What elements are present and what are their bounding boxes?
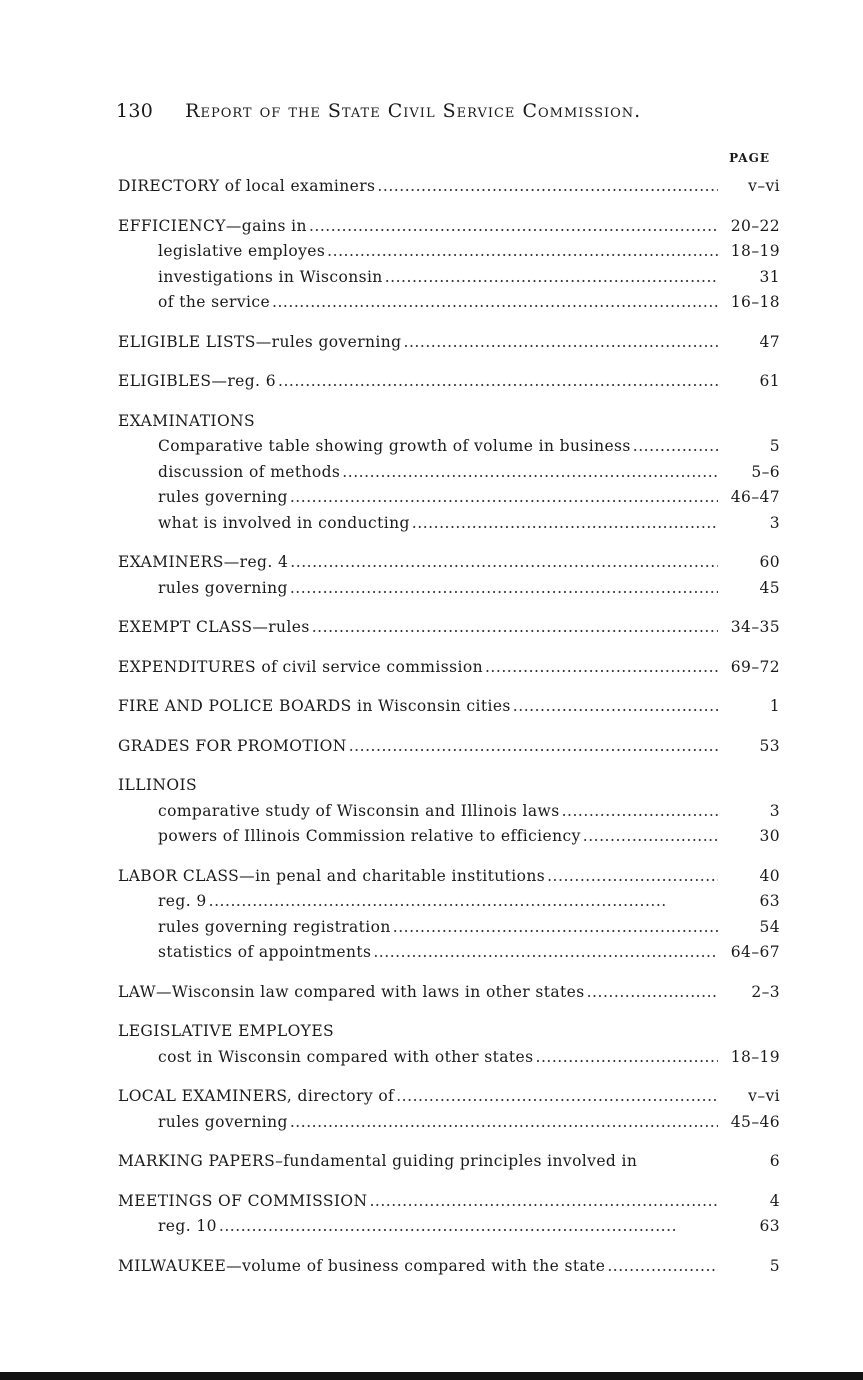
dot-leader bbox=[209, 889, 718, 915]
entry-text: LABOR CLASS—in penal and charitable institutions bbox=[118, 866, 546, 885]
entry-text: rules governing bbox=[158, 488, 288, 506]
dot-leader bbox=[587, 980, 718, 1006]
entry-text: reg. 9 bbox=[158, 892, 207, 910]
page-reference: 54 bbox=[759, 917, 780, 936]
index-subentry bbox=[118, 799, 780, 825]
index-entry bbox=[118, 1189, 780, 1240]
dot-leader bbox=[309, 214, 718, 240]
entry-text: cost in Wisconsin compared with other states bbox=[158, 1047, 534, 1066]
index-subentry bbox=[118, 239, 780, 265]
index-heading bbox=[118, 1149, 780, 1175]
index-subentry bbox=[118, 290, 780, 316]
index-entry bbox=[118, 174, 780, 200]
page-header bbox=[116, 100, 641, 122]
index-list bbox=[118, 174, 780, 1293]
page-reference: 69–72 bbox=[730, 657, 780, 676]
dot-leader bbox=[607, 1254, 718, 1280]
page-reference: 60 bbox=[759, 553, 780, 571]
page-reference: 31 bbox=[759, 267, 780, 286]
index-heading bbox=[118, 214, 780, 240]
page-reference: 40 bbox=[759, 866, 780, 885]
dot-leader bbox=[513, 694, 718, 720]
dot-leader bbox=[219, 1214, 718, 1240]
index-heading bbox=[118, 369, 780, 395]
index-subentry bbox=[118, 1045, 780, 1071]
index-heading bbox=[118, 409, 780, 435]
index-heading bbox=[118, 1254, 780, 1280]
dot-leader bbox=[290, 550, 718, 576]
index-subentry bbox=[118, 915, 780, 941]
index-subentry bbox=[118, 1214, 780, 1240]
dot-leader bbox=[290, 1110, 718, 1136]
index-entry bbox=[118, 655, 780, 681]
index-subentry bbox=[118, 485, 780, 511]
index-entry bbox=[118, 1149, 780, 1175]
index-subentry bbox=[118, 434, 780, 460]
index-subentry bbox=[118, 576, 780, 602]
entry-text: LOCAL EXAMINERS, directory of bbox=[118, 1087, 395, 1105]
page-reference: 1 bbox=[769, 697, 780, 715]
index-heading bbox=[118, 864, 780, 890]
entry-text: ELIGIBLES—reg. 6 bbox=[118, 372, 276, 390]
dot-leader bbox=[385, 265, 718, 291]
index-entry bbox=[118, 694, 780, 720]
dot-leader bbox=[562, 799, 718, 825]
entry-text: investigations in Wisconsin bbox=[158, 267, 383, 286]
entry-text: comparative study of Wisconsin and Illinois laws bbox=[158, 801, 560, 820]
index-entry bbox=[118, 1254, 780, 1280]
dot-leader bbox=[547, 864, 718, 890]
page-reference: 64–67 bbox=[730, 943, 780, 961]
dot-leader bbox=[396, 1084, 718, 1110]
entry-text: rules governing bbox=[158, 578, 288, 597]
entry-text: MEETINGS OF COMMISSION bbox=[118, 1191, 368, 1210]
index-entry bbox=[118, 409, 780, 537]
page-reference: 5–6 bbox=[751, 462, 780, 481]
page-reference: 3 bbox=[769, 513, 780, 532]
index-entry bbox=[118, 734, 780, 760]
running-title: Report of the State Civil Service Commission. bbox=[185, 100, 642, 122]
index-entry bbox=[118, 980, 780, 1006]
dot-leader bbox=[373, 940, 718, 966]
index-heading bbox=[118, 1084, 780, 1110]
page-reference: 6 bbox=[769, 1152, 780, 1170]
dot-leader bbox=[342, 460, 718, 486]
page-column-label: PAGE bbox=[729, 151, 770, 165]
index-subentry bbox=[118, 824, 780, 850]
dot-leader bbox=[633, 434, 718, 460]
index-entry bbox=[118, 550, 780, 601]
entry-text: FIRE AND POLICE BOARDS in Wisconsin cities bbox=[118, 697, 511, 715]
page-reference: v–vi bbox=[748, 177, 780, 195]
entry-text: EXAMINERS—reg. 4 bbox=[118, 553, 289, 571]
dot-leader bbox=[583, 824, 718, 850]
dot-leader bbox=[369, 1189, 718, 1215]
entry-text: LEGISLATIVE EMPLOYES bbox=[118, 1022, 335, 1040]
entry-text: rules governing registration bbox=[158, 917, 391, 936]
entry-text: rules governing bbox=[158, 1112, 288, 1131]
entry-text: Comparative table showing growth of volume in business bbox=[158, 437, 631, 455]
page-reference: 47 bbox=[759, 332, 780, 351]
page-reference: v–vi bbox=[748, 1087, 780, 1105]
dot-leader bbox=[312, 615, 718, 641]
entry-text: discussion of methods bbox=[158, 462, 341, 481]
dot-leader bbox=[535, 1045, 718, 1071]
entry-text: powers of Illinois Commission relative to efficiency bbox=[158, 827, 581, 845]
entry-text: statistics of appointments bbox=[158, 943, 372, 961]
page-reference: 30 bbox=[759, 827, 780, 845]
page-reference: 18–19 bbox=[730, 1047, 780, 1066]
dot-leader bbox=[404, 330, 719, 356]
index-subentry bbox=[118, 265, 780, 291]
index-entry bbox=[118, 864, 780, 966]
index-subentry bbox=[118, 511, 780, 537]
dot-leader bbox=[272, 290, 718, 316]
page-reference: 16–18 bbox=[730, 293, 780, 311]
page-reference: 4 bbox=[769, 1191, 780, 1210]
index-heading bbox=[118, 773, 780, 799]
page-reference: 5 bbox=[769, 1256, 780, 1275]
entry-text: DIRECTORY of local examiners bbox=[118, 177, 376, 195]
index-entry bbox=[118, 330, 780, 356]
page-reference: 63 bbox=[759, 1217, 780, 1235]
index-entry bbox=[118, 369, 780, 395]
dot-leader bbox=[377, 174, 718, 200]
index-entry bbox=[118, 773, 780, 850]
page-number: 130 bbox=[116, 100, 154, 122]
index-heading bbox=[118, 655, 780, 681]
page-reference: 53 bbox=[759, 736, 780, 755]
page-reference: 46–47 bbox=[730, 488, 780, 506]
index-heading bbox=[118, 734, 780, 760]
dot-leader bbox=[485, 655, 718, 681]
dot-leader bbox=[327, 239, 718, 265]
page-reference: 20–22 bbox=[730, 216, 780, 235]
dot-leader bbox=[290, 485, 718, 511]
dot-leader bbox=[349, 734, 718, 760]
index-subentry bbox=[118, 940, 780, 966]
entry-text: of the service bbox=[158, 293, 271, 311]
dot-leader bbox=[393, 915, 718, 941]
entry-text: MILWAUKEE—volume of business compared with the state bbox=[118, 1256, 606, 1275]
dot-leader bbox=[412, 511, 718, 537]
entry-text: legislative employes bbox=[158, 242, 326, 260]
entry-text: LAW—Wisconsin law compared with laws in other states bbox=[118, 982, 585, 1001]
page-reference: 63 bbox=[759, 892, 780, 910]
index-entry bbox=[118, 214, 780, 316]
page-reference: 61 bbox=[759, 372, 780, 390]
bottom-rule bbox=[0, 1372, 863, 1380]
entry-text: ELIGIBLE LISTS—rules governing bbox=[118, 332, 402, 351]
page-reference: 18–19 bbox=[730, 242, 780, 260]
entry-text: EXEMPT CLASS—rules bbox=[118, 618, 310, 636]
entry-text: MARKING PAPERS–fundamental guiding principles involved in bbox=[118, 1152, 638, 1170]
index-heading bbox=[118, 174, 780, 200]
index-subentry bbox=[118, 889, 780, 915]
index-entry bbox=[118, 1019, 780, 1070]
index-heading bbox=[118, 694, 780, 720]
index-heading bbox=[118, 550, 780, 576]
index-heading bbox=[118, 1189, 780, 1215]
page-reference: 2–3 bbox=[751, 982, 780, 1001]
index-heading bbox=[118, 1019, 780, 1045]
entry-text: GRADES FOR PROMOTION bbox=[118, 736, 347, 755]
index-entry bbox=[118, 1084, 780, 1135]
entry-text: reg. 10 bbox=[158, 1217, 217, 1235]
index-entry bbox=[118, 615, 780, 641]
index-subentry bbox=[118, 1110, 780, 1136]
index-heading bbox=[118, 615, 780, 641]
dot-leader bbox=[290, 576, 718, 602]
page-reference: 3 bbox=[769, 801, 780, 820]
page-reference: 34–35 bbox=[730, 618, 780, 636]
page-reference: 5 bbox=[769, 437, 780, 455]
dot-leader bbox=[278, 369, 718, 395]
entry-text: ILLINOIS bbox=[118, 776, 198, 794]
entry-text: EXAMINATIONS bbox=[118, 411, 256, 430]
index-subentry bbox=[118, 460, 780, 486]
index-heading bbox=[118, 980, 780, 1006]
page-reference: 45 bbox=[759, 578, 780, 597]
page-reference: 45–46 bbox=[730, 1112, 780, 1131]
entry-text: EXPENDITURES of civil service commission bbox=[118, 657, 483, 676]
entry-text: EFFICIENCY—gains in bbox=[118, 216, 307, 235]
index-heading bbox=[118, 330, 780, 356]
entry-text: what is involved in conducting bbox=[158, 513, 410, 532]
